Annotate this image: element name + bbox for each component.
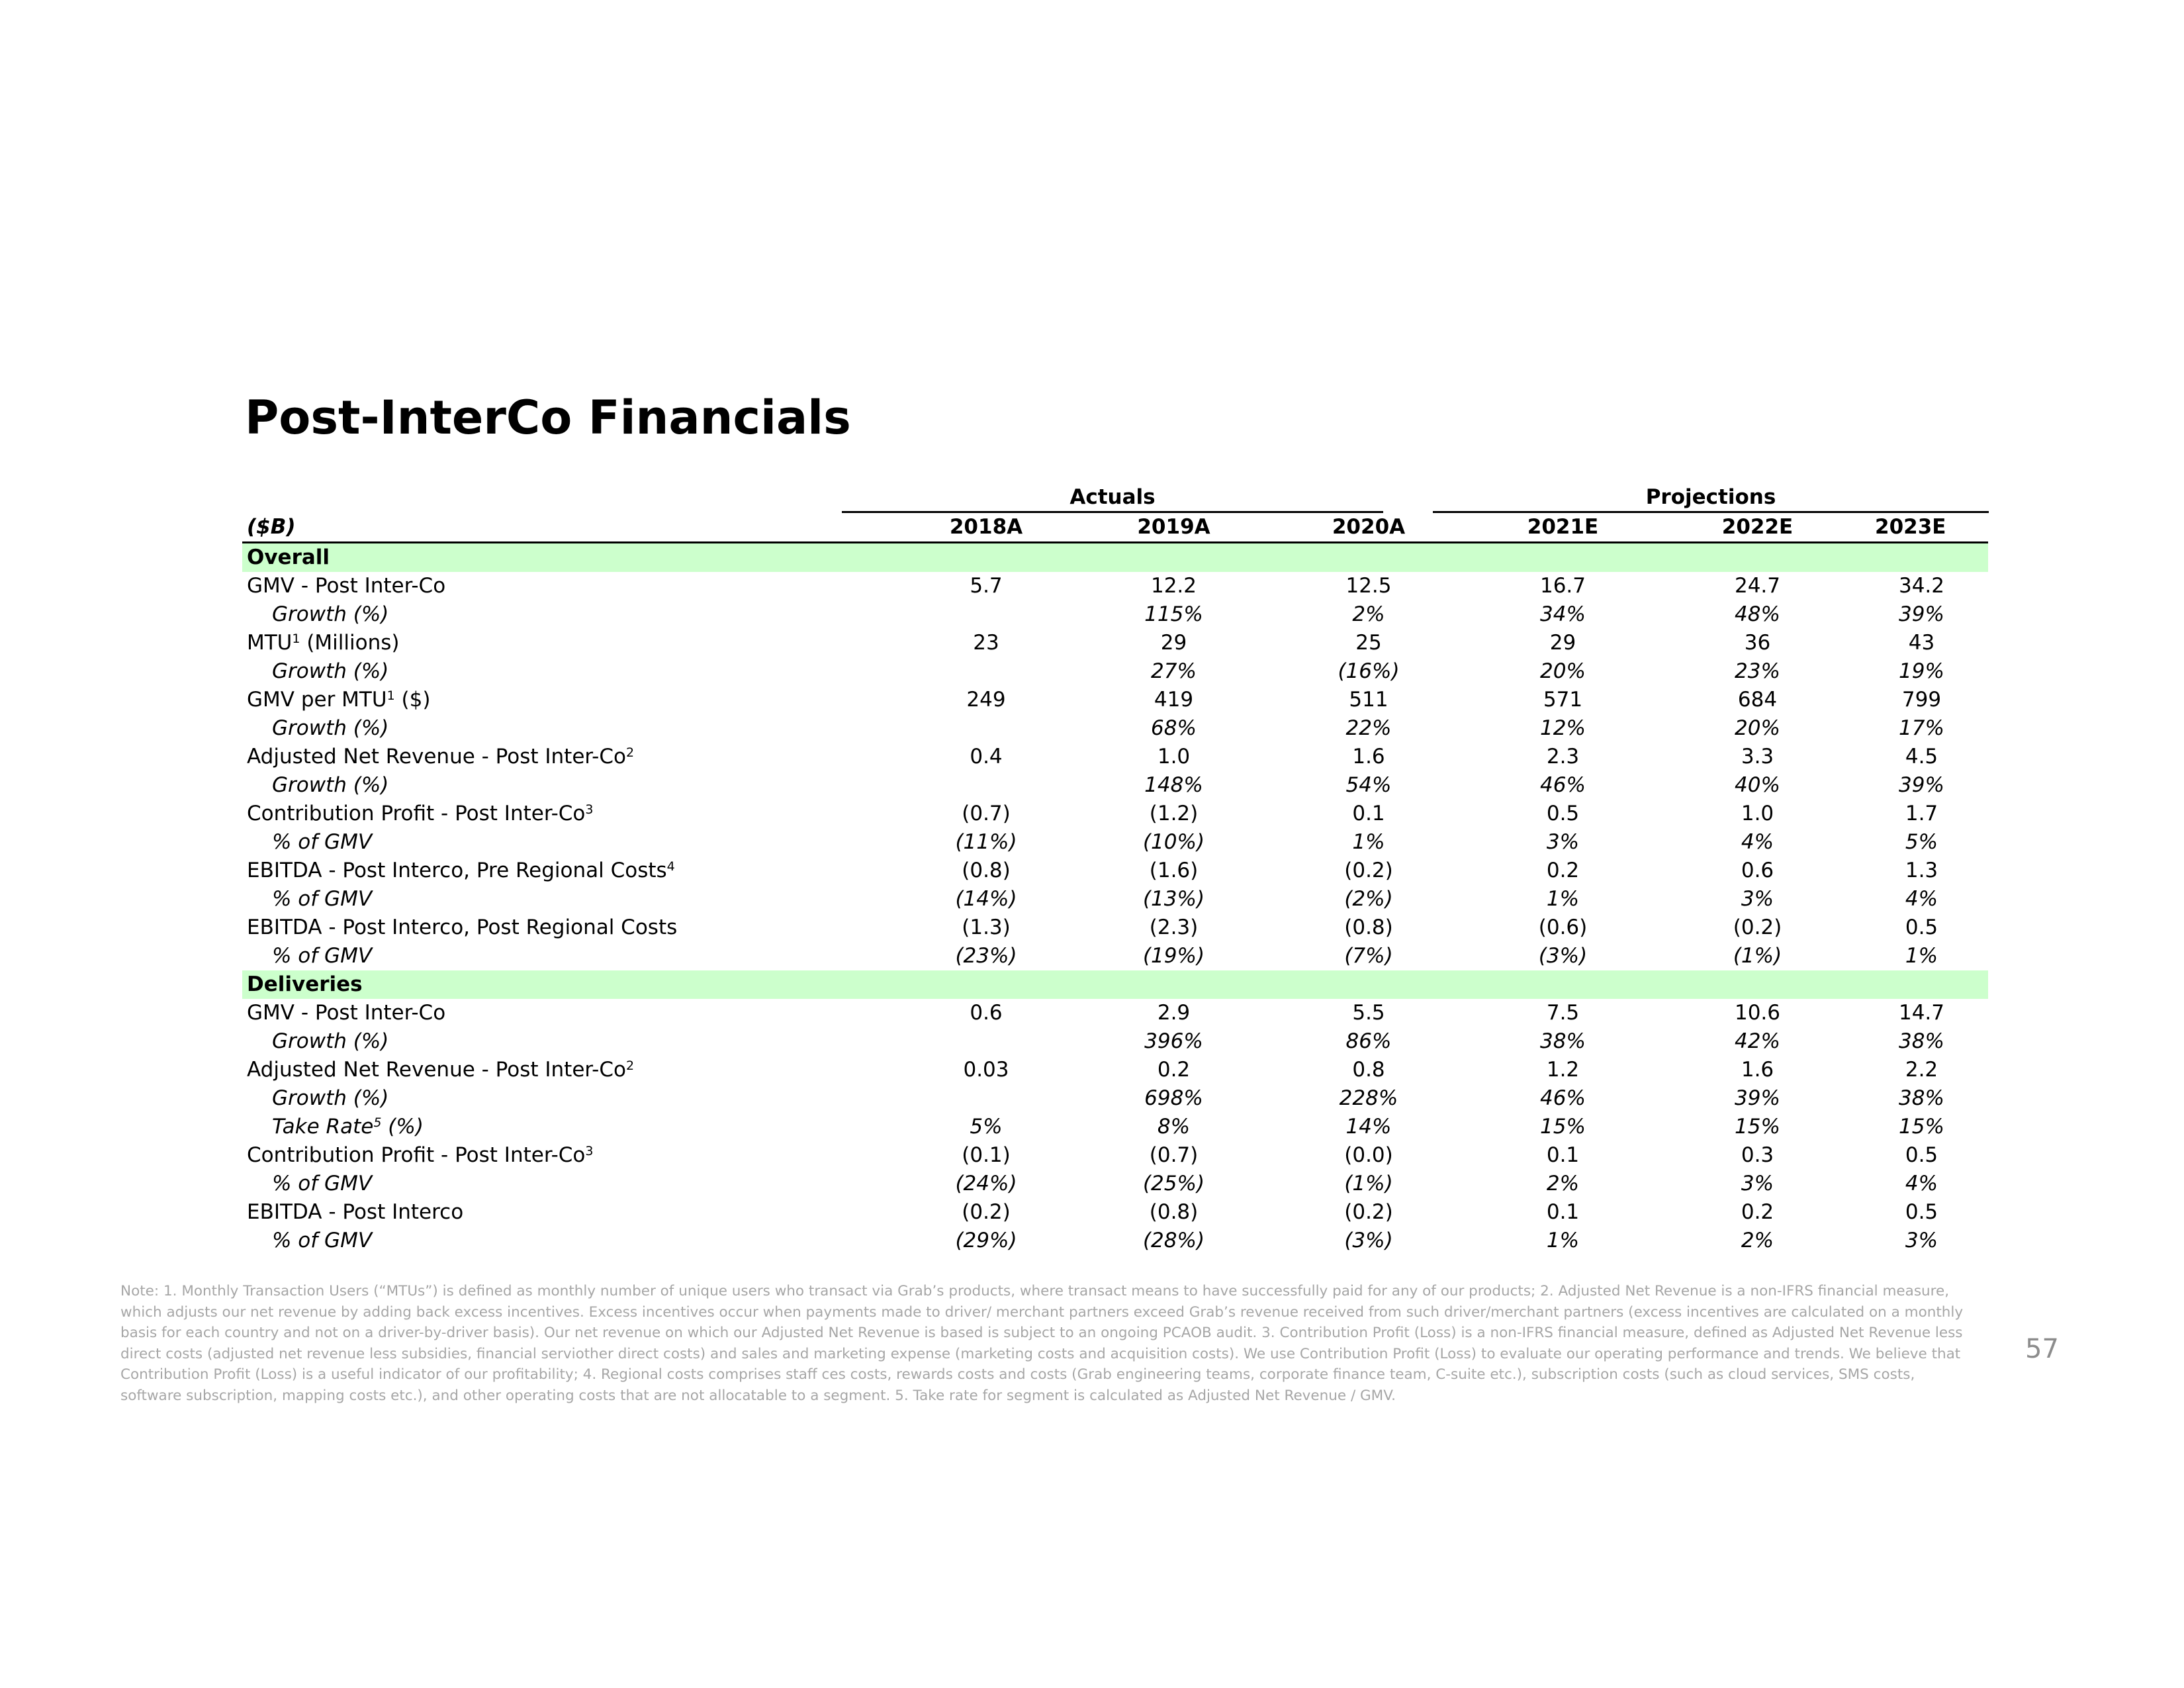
- table-body: [242, 543, 1988, 1256]
- value-cell: 39%: [1735, 1086, 1780, 1110]
- value-cell: (0.0): [1344, 1143, 1393, 1167]
- value-cell: 34.2: [1898, 574, 1945, 598]
- value-cell: 68%: [1151, 716, 1197, 740]
- value-cell: 799: [1901, 688, 1942, 712]
- value-cell: (1%): [1733, 944, 1782, 968]
- year-header-2020A: 2020A: [1271, 513, 1466, 543]
- value-cell: 698%: [1144, 1086, 1203, 1110]
- row-label-text: Contribution Profit - Post Inter-Co: [247, 802, 586, 825]
- financials-table: [242, 513, 1988, 1255]
- row-label: [242, 1056, 896, 1084]
- table-row: [242, 1141, 1988, 1170]
- value-cell: (14%): [955, 887, 1017, 911]
- value-cell: 29: [1549, 631, 1576, 655]
- row-label: [242, 714, 896, 743]
- value-cell: 0.2: [1546, 859, 1580, 882]
- value-cell: 38%: [1899, 1029, 1944, 1053]
- footnote-marker: 2: [625, 745, 635, 760]
- row-label-text: % of GMV: [272, 944, 373, 968]
- row-label-text: Growth (%): [272, 1086, 389, 1110]
- value-cell: (19%): [1142, 944, 1205, 968]
- value-cell: 396%: [1144, 1029, 1203, 1053]
- value-cell: 2%: [1546, 1172, 1580, 1196]
- value-cell: 38%: [1540, 1029, 1586, 1053]
- value-cell: 10.6: [1734, 1001, 1781, 1025]
- row-label-text: % of GMV: [272, 1229, 373, 1252]
- footnote-marker: 5: [373, 1115, 382, 1130]
- value-cell: [896, 600, 1076, 629]
- value-cell: 0.1: [1546, 1143, 1580, 1167]
- value-cell: 46%: [1540, 773, 1586, 797]
- row-label-text: Growth (%): [272, 602, 389, 626]
- value-cell: 0.6: [970, 1001, 1003, 1025]
- value-cell: 0.03: [963, 1058, 1009, 1082]
- page-title: Post-InterCo Financials: [245, 391, 851, 445]
- row-label-text: EBITDA - Post Interco, Post Regional Costs: [247, 915, 678, 939]
- value-cell: (2.3): [1149, 915, 1199, 939]
- value-cell: 20%: [1540, 659, 1586, 683]
- value-cell: 24.7: [1734, 574, 1781, 598]
- footnote-marker: 4: [666, 859, 675, 874]
- value-cell: 115%: [1144, 602, 1203, 626]
- table-row: [242, 657, 1988, 686]
- value-cell: 17%: [1899, 716, 1944, 740]
- row-label: [242, 686, 896, 714]
- value-cell: (16%): [1338, 659, 1400, 683]
- value-cell: 39%: [1899, 602, 1944, 626]
- row-label: [242, 800, 896, 828]
- value-cell: (23%): [955, 944, 1017, 968]
- value-cell: (0.8): [962, 859, 1011, 882]
- row-label-text: EBITDA - Post Interco: [247, 1200, 464, 1224]
- value-cell: (10%): [1142, 830, 1205, 854]
- footnote-marker: 3: [585, 1144, 594, 1158]
- section-row: [242, 543, 1988, 573]
- value-cell: 36: [1744, 631, 1771, 655]
- value-cell: (3%): [1538, 944, 1588, 968]
- value-cell: 2.2: [1905, 1058, 1938, 1082]
- footnote-marker: 1: [292, 632, 300, 646]
- value-cell: 22%: [1345, 716, 1392, 740]
- row-label: [242, 885, 896, 914]
- table-row: [242, 942, 1988, 970]
- value-cell: 14.7: [1898, 1001, 1945, 1025]
- value-cell: 12.2: [1150, 574, 1197, 598]
- value-cell: 48%: [1735, 602, 1780, 626]
- value-cell: 38%: [1899, 1086, 1944, 1110]
- row-label-text: % of GMV: [272, 1172, 373, 1196]
- value-cell: (1.2): [1149, 802, 1199, 825]
- table-row: [242, 885, 1988, 914]
- value-cell: 2%: [1741, 1229, 1774, 1252]
- value-cell: 7.5: [1546, 1001, 1580, 1025]
- table-row: [242, 572, 1988, 600]
- row-label-text: GMV - Post Inter-Co: [247, 574, 446, 598]
- row-label-text: EBITDA - Post Interco, Pre Regional Costs: [247, 859, 667, 882]
- value-cell: 1%: [1352, 830, 1385, 854]
- value-cell: [896, 1084, 1076, 1113]
- value-cell: 42%: [1735, 1029, 1780, 1053]
- value-cell: 1.3: [1905, 859, 1938, 882]
- value-cell: 3.3: [1741, 745, 1774, 769]
- value-cell: 4%: [1905, 1172, 1938, 1196]
- row-label: [242, 657, 896, 686]
- table-row: [242, 1227, 1988, 1255]
- value-cell: 4%: [1905, 887, 1938, 911]
- row-label: [242, 629, 896, 657]
- value-cell: 2.9: [1157, 1001, 1191, 1025]
- year-header-2022E: 2022E: [1660, 513, 1855, 543]
- row-label: [242, 1227, 896, 1255]
- row-label-suffix: ($): [394, 688, 431, 712]
- row-label: [242, 572, 896, 600]
- section-title: Deliveries: [242, 970, 1988, 999]
- row-label-text: GMV per MTU: [247, 688, 387, 712]
- section-title: Overall: [242, 543, 1988, 573]
- value-cell: 46%: [1540, 1086, 1586, 1110]
- footnote-marker: 2: [625, 1058, 635, 1073]
- footnote-marker: 3: [585, 802, 594, 817]
- value-cell: (1.6): [1149, 859, 1199, 882]
- row-label: [242, 1027, 896, 1056]
- row-label-text: GMV - Post Inter-Co: [247, 1001, 446, 1025]
- value-cell: 0.5: [1905, 1200, 1938, 1224]
- row-label: [242, 914, 896, 942]
- row-label-text: Contribution Profit - Post Inter-Co: [247, 1143, 586, 1167]
- table-row: [242, 1056, 1988, 1084]
- value-cell: [896, 771, 1076, 800]
- table-row: [242, 629, 1988, 657]
- value-cell: 684: [1737, 688, 1778, 712]
- value-cell: 5.5: [1352, 1001, 1385, 1025]
- value-cell: 1.6: [1741, 1058, 1774, 1082]
- value-cell: 419: [1154, 688, 1194, 712]
- page-number: 57: [2025, 1334, 2059, 1364]
- table-row: [242, 714, 1988, 743]
- value-cell: 12.5: [1345, 574, 1392, 598]
- value-cell: (7%): [1344, 944, 1393, 968]
- table-row: [242, 771, 1988, 800]
- table-row: [242, 743, 1988, 771]
- value-cell: 15%: [1540, 1115, 1586, 1139]
- value-cell: 12%: [1540, 716, 1586, 740]
- value-cell: 3%: [1905, 1229, 1938, 1252]
- footnote: Note: 1. Monthly Transaction Users (“MTUs”) is defined as monthly number of unique users who transact via Grab’s products, where transact means to have successfully paid for any of our products; 2. Adjusted Net Revenue is a non-IFRS financial measure, which adjusts our net revenue by adding back excess incentives. Excess incentives occur when payments made to driver/ merchant partners exceed Grab’s revenue received from such driver/merchant partners (excess incentives are calculated on a monthly basis for each country and not on a driver-by-driver basis). Our net revenue on which our Adjusted Net Revenue is based is subject to an ongoing PCAOB audit. 3. Contribution Profit (Loss) is a non-IFRS financial measure, defined as Adjusted Net Revenue less direct costs (adjusted net revenue less subsidies, financial serviother direct costs) and sales and marketing expense (marketing costs and acquisition costs). We use Contribution Profit (Loss) to evaluate our operating performance and trends. We believe that Contribution Profit (Loss) is a useful indicator of our profitability; 4. Regional costs comprises staff ces costs, rewards costs and costs (Grab engineering teams, corporate finance team, C-suite etc.), subscription costs (such as cloud services, SMS costs, software subscription, mapping costs etc.), and other operating costs that are not allocatable to a segment. 5. Take rate for segment is calculated as Adjusted Net Revenue / GMV.: [120, 1283, 1964, 1404]
- value-cell: (13%): [1142, 887, 1205, 911]
- value-cell: 2%: [1352, 602, 1385, 626]
- value-cell: 3%: [1741, 1172, 1774, 1196]
- row-label-suffix: (Millions): [300, 631, 400, 655]
- value-cell: 5%: [970, 1115, 1003, 1139]
- value-cell: (0.2): [962, 1200, 1011, 1224]
- value-cell: 19%: [1899, 659, 1944, 683]
- table-row: [242, 828, 1988, 857]
- value-cell: 5%: [1905, 830, 1938, 854]
- value-cell: 1.6: [1352, 745, 1385, 769]
- table-row: [242, 999, 1988, 1027]
- row-label: [242, 828, 896, 857]
- value-cell: 1%: [1546, 1229, 1580, 1252]
- table-row: [242, 1170, 1988, 1198]
- row-label-text: Growth (%): [272, 773, 389, 797]
- value-cell: 1.0: [1741, 802, 1774, 825]
- value-cell: (29%): [955, 1229, 1017, 1252]
- value-cell: 20%: [1735, 716, 1780, 740]
- value-cell: [896, 714, 1076, 743]
- value-cell: 0.5: [1905, 915, 1938, 939]
- value-cell: (0.2): [1344, 859, 1393, 882]
- table-row: [242, 600, 1988, 629]
- value-cell: 4%: [1741, 830, 1774, 854]
- value-cell: 0.5: [1905, 1143, 1938, 1167]
- row-label-text: MTU: [247, 631, 293, 655]
- value-cell: (1%): [1344, 1172, 1393, 1196]
- row-label: [242, 600, 896, 629]
- unit-label: ($B): [242, 513, 896, 543]
- row-label-text: Growth (%): [272, 716, 389, 740]
- value-cell: [896, 1027, 1076, 1056]
- value-cell: 8%: [1157, 1115, 1191, 1139]
- row-label: [242, 1084, 896, 1113]
- year-header-2019A: 2019A: [1076, 513, 1271, 543]
- value-cell: 23: [973, 631, 999, 655]
- value-cell: (3%): [1344, 1229, 1393, 1252]
- value-cell: 54%: [1345, 773, 1392, 797]
- value-cell: (0.2): [1733, 915, 1782, 939]
- value-cell: 0.2: [1741, 1200, 1774, 1224]
- row-label: [242, 999, 896, 1027]
- value-cell: 43: [1908, 631, 1935, 655]
- value-cell: (24%): [955, 1172, 1017, 1196]
- value-cell: (0.7): [1149, 1143, 1199, 1167]
- value-cell: [896, 657, 1076, 686]
- value-cell: (1.3): [962, 915, 1011, 939]
- value-cell: 0.1: [1546, 1200, 1580, 1224]
- value-cell: 40%: [1735, 773, 1780, 797]
- value-cell: 23%: [1735, 659, 1780, 683]
- table-row: [242, 1027, 1988, 1056]
- value-cell: 0.5: [1546, 802, 1580, 825]
- value-cell: (25%): [1142, 1172, 1205, 1196]
- row-label: [242, 1141, 896, 1170]
- value-cell: (28%): [1142, 1229, 1205, 1252]
- actuals-group-header: Actuals: [842, 485, 1383, 513]
- value-cell: (11%): [955, 830, 1017, 854]
- table-row: [242, 914, 1988, 942]
- value-cell: 5.7: [970, 574, 1003, 598]
- row-label-text: Growth (%): [272, 659, 389, 683]
- row-label-text: Adjusted Net Revenue - Post Inter-Co: [247, 1058, 626, 1082]
- table-row: [242, 857, 1988, 885]
- footnote-marker: 1: [387, 688, 395, 703]
- value-cell: 1.7: [1905, 802, 1938, 825]
- value-cell: (0.6): [1538, 915, 1588, 939]
- value-cell: 25: [1355, 631, 1382, 655]
- value-cell: 0.8: [1352, 1058, 1385, 1082]
- value-cell: (0.1): [962, 1143, 1011, 1167]
- row-label-text: % of GMV: [272, 887, 373, 911]
- value-cell: 16.7: [1539, 574, 1586, 598]
- row-label-suffix: (%): [381, 1115, 424, 1139]
- value-cell: 0.3: [1741, 1143, 1774, 1167]
- value-cell: 34%: [1540, 602, 1586, 626]
- value-cell: 511: [1349, 688, 1388, 712]
- value-cell: 571: [1543, 688, 1583, 712]
- row-label-text: Growth (%): [272, 1029, 389, 1053]
- section-row: [242, 970, 1988, 999]
- value-cell: (0.8): [1149, 1200, 1199, 1224]
- value-cell: 1%: [1546, 887, 1580, 911]
- table-row: [242, 1198, 1988, 1227]
- table-row: [242, 686, 1988, 714]
- year-header-2018A: 2018A: [896, 513, 1076, 543]
- value-cell: 0.2: [1157, 1058, 1191, 1082]
- row-label-text: Adjusted Net Revenue - Post Inter-Co: [247, 745, 626, 769]
- value-cell: (0.7): [962, 802, 1011, 825]
- value-cell: 29: [1160, 631, 1187, 655]
- row-label: [242, 1198, 896, 1227]
- value-cell: 228%: [1339, 1086, 1398, 1110]
- table-row: [242, 800, 1988, 828]
- value-cell: (2%): [1344, 887, 1393, 911]
- value-cell: 1%: [1905, 944, 1938, 968]
- table-row: [242, 1113, 1988, 1141]
- row-label: [242, 857, 896, 885]
- value-cell: (0.8): [1344, 915, 1393, 939]
- value-cell: 0.6: [1741, 859, 1774, 882]
- value-cell: 3%: [1741, 887, 1774, 911]
- row-label: [242, 1113, 896, 1141]
- value-cell: 1.0: [1157, 745, 1191, 769]
- row-label-text: Take Rate: [272, 1115, 374, 1139]
- year-header-2023E: 2023E: [1855, 513, 1988, 543]
- value-cell: 249: [966, 688, 1006, 712]
- value-cell: 0.1: [1352, 802, 1385, 825]
- row-label-text: % of GMV: [272, 830, 373, 854]
- row-label: [242, 743, 896, 771]
- table-row: [242, 1084, 1988, 1113]
- value-cell: 1.2: [1546, 1058, 1580, 1082]
- row-label: [242, 942, 896, 970]
- value-cell: 14%: [1345, 1115, 1392, 1139]
- value-cell: 15%: [1735, 1115, 1780, 1139]
- value-cell: 0.4: [970, 745, 1003, 769]
- year-header-2021E: 2021E: [1466, 513, 1660, 543]
- row-label: [242, 771, 896, 800]
- value-cell: 4.5: [1905, 745, 1938, 769]
- value-cell: 3%: [1546, 830, 1580, 854]
- value-cell: 148%: [1144, 773, 1203, 797]
- table-header-row: [242, 513, 1988, 543]
- row-label: [242, 1170, 896, 1198]
- value-cell: 2.3: [1546, 745, 1580, 769]
- value-cell: 86%: [1345, 1029, 1392, 1053]
- value-cell: (0.2): [1344, 1200, 1393, 1224]
- projections-group-header: Projections: [1433, 485, 1989, 513]
- value-cell: 39%: [1899, 773, 1944, 797]
- value-cell: 27%: [1151, 659, 1197, 683]
- value-cell: 15%: [1899, 1115, 1944, 1139]
